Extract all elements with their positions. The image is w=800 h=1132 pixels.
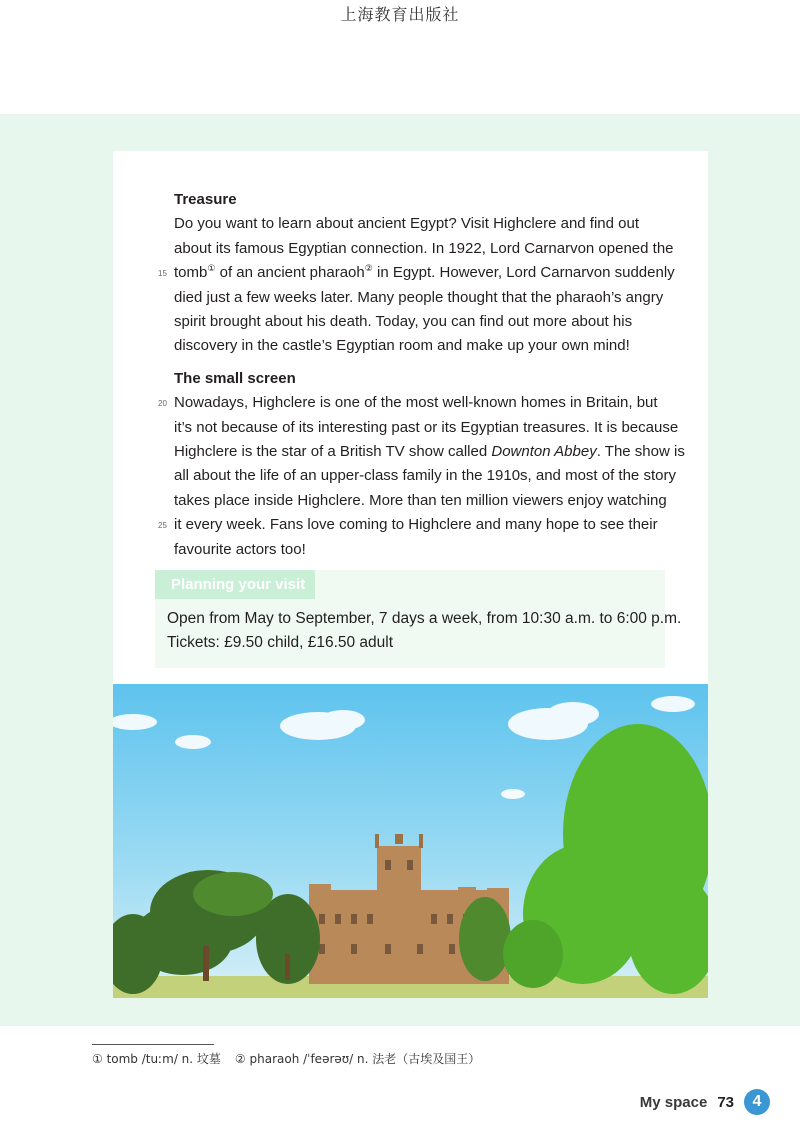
ticket-prices: Tickets: £9.50 child, £16.50 adult bbox=[167, 634, 394, 651]
text-line bbox=[158, 391, 674, 415]
opening-hours: Open from May to September, 7 days a week, from 10:30 a.m. to 6:00 p.m. bbox=[167, 610, 682, 627]
unit-badge: 4 bbox=[744, 1089, 770, 1115]
text-line: takes place inside Highclere. More than ten million viewers enjoy watching bbox=[174, 491, 667, 509]
article-text bbox=[158, 188, 685, 562]
text-segment: it every week. Fans love coming to Highclere and many hope to see their bbox=[174, 516, 658, 534]
planning-details bbox=[167, 607, 681, 655]
line-number: 15 bbox=[158, 269, 167, 279]
text-line: died just a few weeks later. Many people thought that the pharaoh’s angry bbox=[174, 288, 664, 306]
text-line: all about the life of an upper-class family in the 1910s, and most of the story bbox=[174, 467, 676, 485]
footnote-pharaoh: ② pharaoh /ˈfeərəʊ/ n. 法老（古埃及国王） bbox=[234, 1052, 481, 1066]
text-segment: . The show is bbox=[596, 443, 685, 461]
text-line: favourite actors too! bbox=[174, 540, 306, 558]
footnote-divider bbox=[92, 1044, 214, 1045]
text-line: it’s not because of its interesting past or its Egyptian treasures. It is because bbox=[174, 418, 679, 436]
section-name: My space bbox=[639, 1093, 708, 1111]
text-line: about its famous Egyptian connection. In 1922, Lord Carnarvon opened the bbox=[174, 239, 674, 257]
text-line: spirit brought about his death. Today, you can find out more about his bbox=[174, 313, 633, 331]
footnote-marker-2: ② bbox=[364, 263, 373, 274]
word-tomb: tomb bbox=[174, 264, 208, 282]
text-line bbox=[158, 261, 675, 285]
text-segment: of an ancient pharaoh bbox=[219, 264, 365, 282]
highclere-castle-photo bbox=[113, 684, 708, 998]
line-number: 25 bbox=[158, 521, 167, 531]
footnotes bbox=[92, 1050, 480, 1067]
show-title: Downton Abbey bbox=[491, 443, 597, 461]
text-line: discovery in the castle’s Egyptian room and make up your own mind! bbox=[174, 337, 630, 355]
footnote-tomb: ① tomb /tuːm/ n. 坟墓 bbox=[92, 1052, 221, 1066]
paragraph-small-screen bbox=[158, 391, 685, 562]
text-line: Do you want to learn about ancient Egypt? Visit Highclere and find out bbox=[174, 215, 640, 233]
publisher-header: 上海教育出版社 bbox=[340, 5, 460, 24]
text-segment: Highclere is the star of a British TV show called bbox=[174, 443, 492, 461]
heading-treasure: Treasure bbox=[174, 191, 237, 208]
text-segment: in Egypt. However, Lord Carnarvon suddenly bbox=[376, 264, 675, 282]
text-line bbox=[158, 513, 674, 537]
planning-title: Planning your visit bbox=[155, 570, 315, 599]
page-footer bbox=[640, 1089, 770, 1115]
page-number: 73 bbox=[717, 1093, 734, 1111]
text-line bbox=[174, 440, 685, 464]
footnote-marker-1: ① bbox=[207, 263, 216, 274]
text-segment: Nowadays, Highclere is one of the most well-known homes in Britain, but bbox=[174, 394, 658, 412]
paragraph-treasure bbox=[158, 212, 675, 358]
line-number: 20 bbox=[158, 399, 167, 409]
heading-small-screen: The small screen bbox=[174, 369, 296, 387]
